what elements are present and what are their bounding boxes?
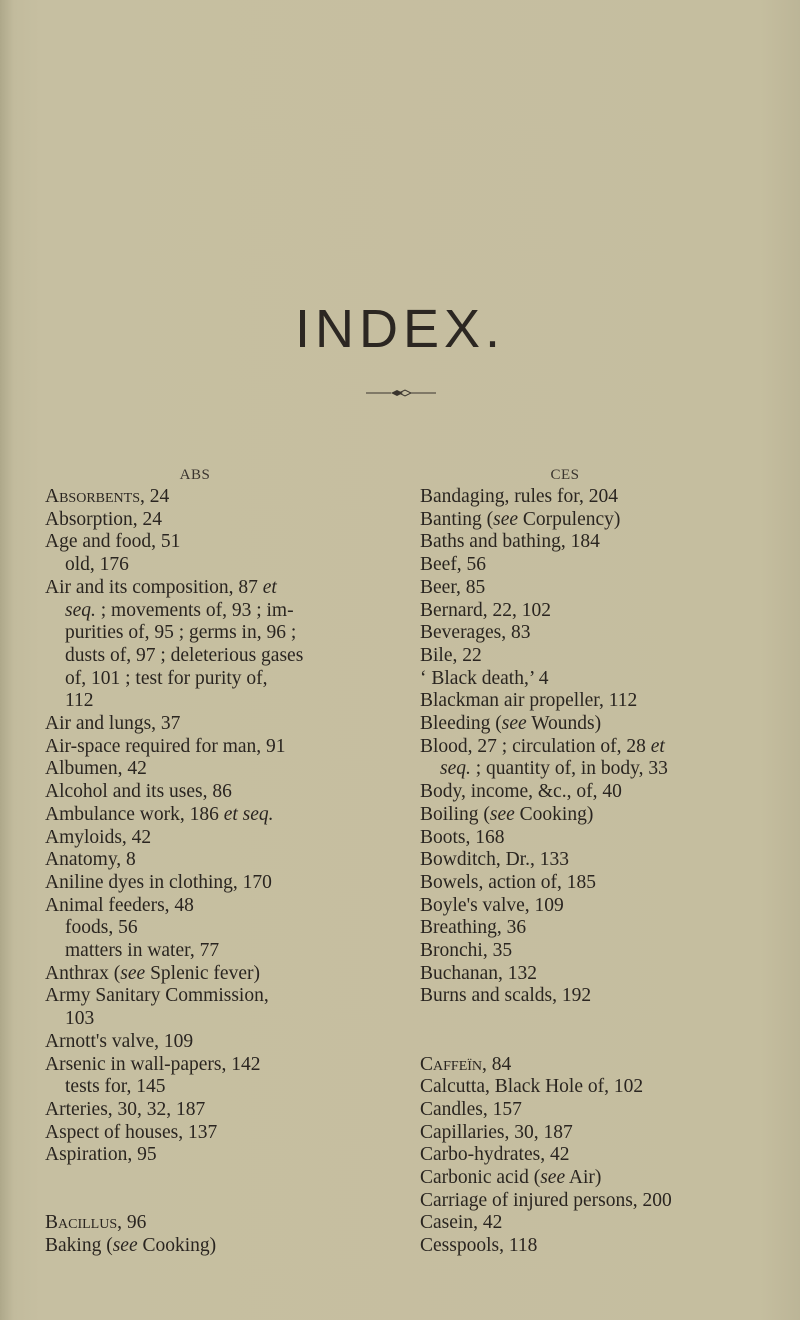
index-entry: Blackman air propeller, 112	[420, 690, 638, 712]
index-entry: Ambulance work, 186 et seq.	[45, 803, 274, 825]
index-entry-continuation: seq. ; quantity of, in body, 33	[440, 758, 668, 780]
index-entry: Air and its composition, 87 et	[45, 576, 277, 598]
index-subentry: matters in water, 77	[65, 940, 220, 962]
index-entry: Absorption, 24	[45, 508, 162, 530]
page-title: INDEX.	[294, 299, 506, 359]
index-entry: Anatomy, 8	[45, 849, 136, 871]
title-ornament	[366, 388, 436, 398]
index-entry: Candles, 157	[420, 1098, 522, 1120]
index-entry: Beverages, 83	[420, 622, 531, 644]
index-subentry: foods, 56	[65, 917, 138, 939]
index-entry: Bandaging, rules for, 204	[420, 486, 618, 507]
index-entry: Caffeïn, 84	[420, 1053, 512, 1075]
index-subentry: old, 176	[65, 554, 129, 576]
index-entry: Bernard, 22, 102	[420, 599, 552, 621]
index-entry: Capillaries, 30, 187	[420, 1121, 573, 1143]
index-column-left	[45, 467, 385, 1258]
index-entry: Breathing, 36	[420, 917, 527, 939]
index-entry: Baking (see Cooking)	[45, 1235, 217, 1257]
index-entry: Bronchi, 35	[420, 940, 513, 962]
index-entry: Arsenic in wall-papers, 142	[45, 1053, 261, 1075]
index-entry: Calcutta, Black Hole of, 102	[420, 1076, 644, 1098]
column-header: ABS	[179, 467, 211, 483]
index-entry: Arteries, 30, 32, 187	[45, 1098, 206, 1120]
index-entry: ‘ Black death,’ 4	[420, 667, 549, 689]
index-entry: Carbonic acid (see Air)	[420, 1167, 602, 1189]
index-entry-continuation: dusts of, 97 ; deleterious gases	[65, 644, 304, 666]
index-entry: Air and lungs, 37	[45, 713, 181, 735]
index-entry: Blood, 27 ; circulation of, 28 et	[420, 735, 665, 757]
index-entry: Boots, 168	[420, 826, 505, 848]
index-entry: Buchanan, 132	[420, 962, 537, 984]
index-entry: Boyle's valve, 109	[420, 894, 564, 916]
index-entry: Arnott's valve, 109	[45, 1030, 194, 1052]
index-entry: Aniline dyes in clothing, 170	[45, 871, 272, 893]
index-entry: Anthrax (see Splenic fever)	[45, 962, 260, 984]
column-header: CES	[550, 467, 580, 483]
index-entry-continuation: 112	[65, 690, 94, 712]
index-entry-continuation: 103	[65, 1008, 95, 1030]
index-entry: Carriage of injured persons, 200	[420, 1189, 672, 1211]
index-column-right	[420, 467, 760, 1258]
index-entry: Age and food, 51	[45, 531, 181, 553]
index-entry: Albumen, 42	[45, 758, 147, 780]
index-entry: Bile, 22	[420, 644, 482, 666]
index-entry: Amyloids, 42	[45, 826, 152, 848]
index-subentry: tests for, 145	[65, 1076, 166, 1098]
index-entry: Banting (see Corpulency)	[420, 508, 621, 530]
index-entry: Air-space required for man, 91	[45, 735, 286, 757]
index-entry: Absorbents, 24	[45, 486, 170, 507]
index-entry-continuation: seq. ; movements of, 93 ; im-	[65, 599, 294, 621]
index-entry: Body, income, &c., of, 40	[420, 781, 622, 803]
index-entry: Burns and scalds, 192	[420, 985, 592, 1007]
index-entry: Bacillus, 96	[45, 1212, 147, 1234]
index-entry: Casein, 42	[420, 1212, 503, 1234]
index-entry: Bowels, action of, 185	[420, 871, 597, 893]
index-entry: Animal feeders, 48	[45, 894, 194, 916]
index-entry: Beer, 85	[420, 576, 486, 598]
index-entry: Carbo-hydrates, 42	[420, 1144, 570, 1166]
index-entry: Bowditch, Dr., 133	[420, 849, 569, 871]
index-entry: Cesspools, 118	[420, 1235, 538, 1257]
index-entry: Baths and bathing, 184	[420, 531, 600, 553]
index-entry-continuation: purities of, 95 ; germs in, 96 ;	[65, 622, 297, 644]
index-entry: Army Sanitary Commission,	[45, 985, 269, 1007]
index-entry: Bleeding (see Wounds)	[420, 713, 602, 735]
index-entry: Boiling (see Cooking)	[420, 803, 594, 825]
index-entry: Alcohol and its uses, 86	[45, 781, 232, 803]
index-entry-continuation: of, 101 ; test for purity of,	[65, 667, 268, 689]
index-entry: Aspiration, 95	[45, 1144, 157, 1166]
index-entry: Aspect of houses, 137	[45, 1121, 218, 1143]
index-entry: Beef, 56	[420, 554, 487, 576]
